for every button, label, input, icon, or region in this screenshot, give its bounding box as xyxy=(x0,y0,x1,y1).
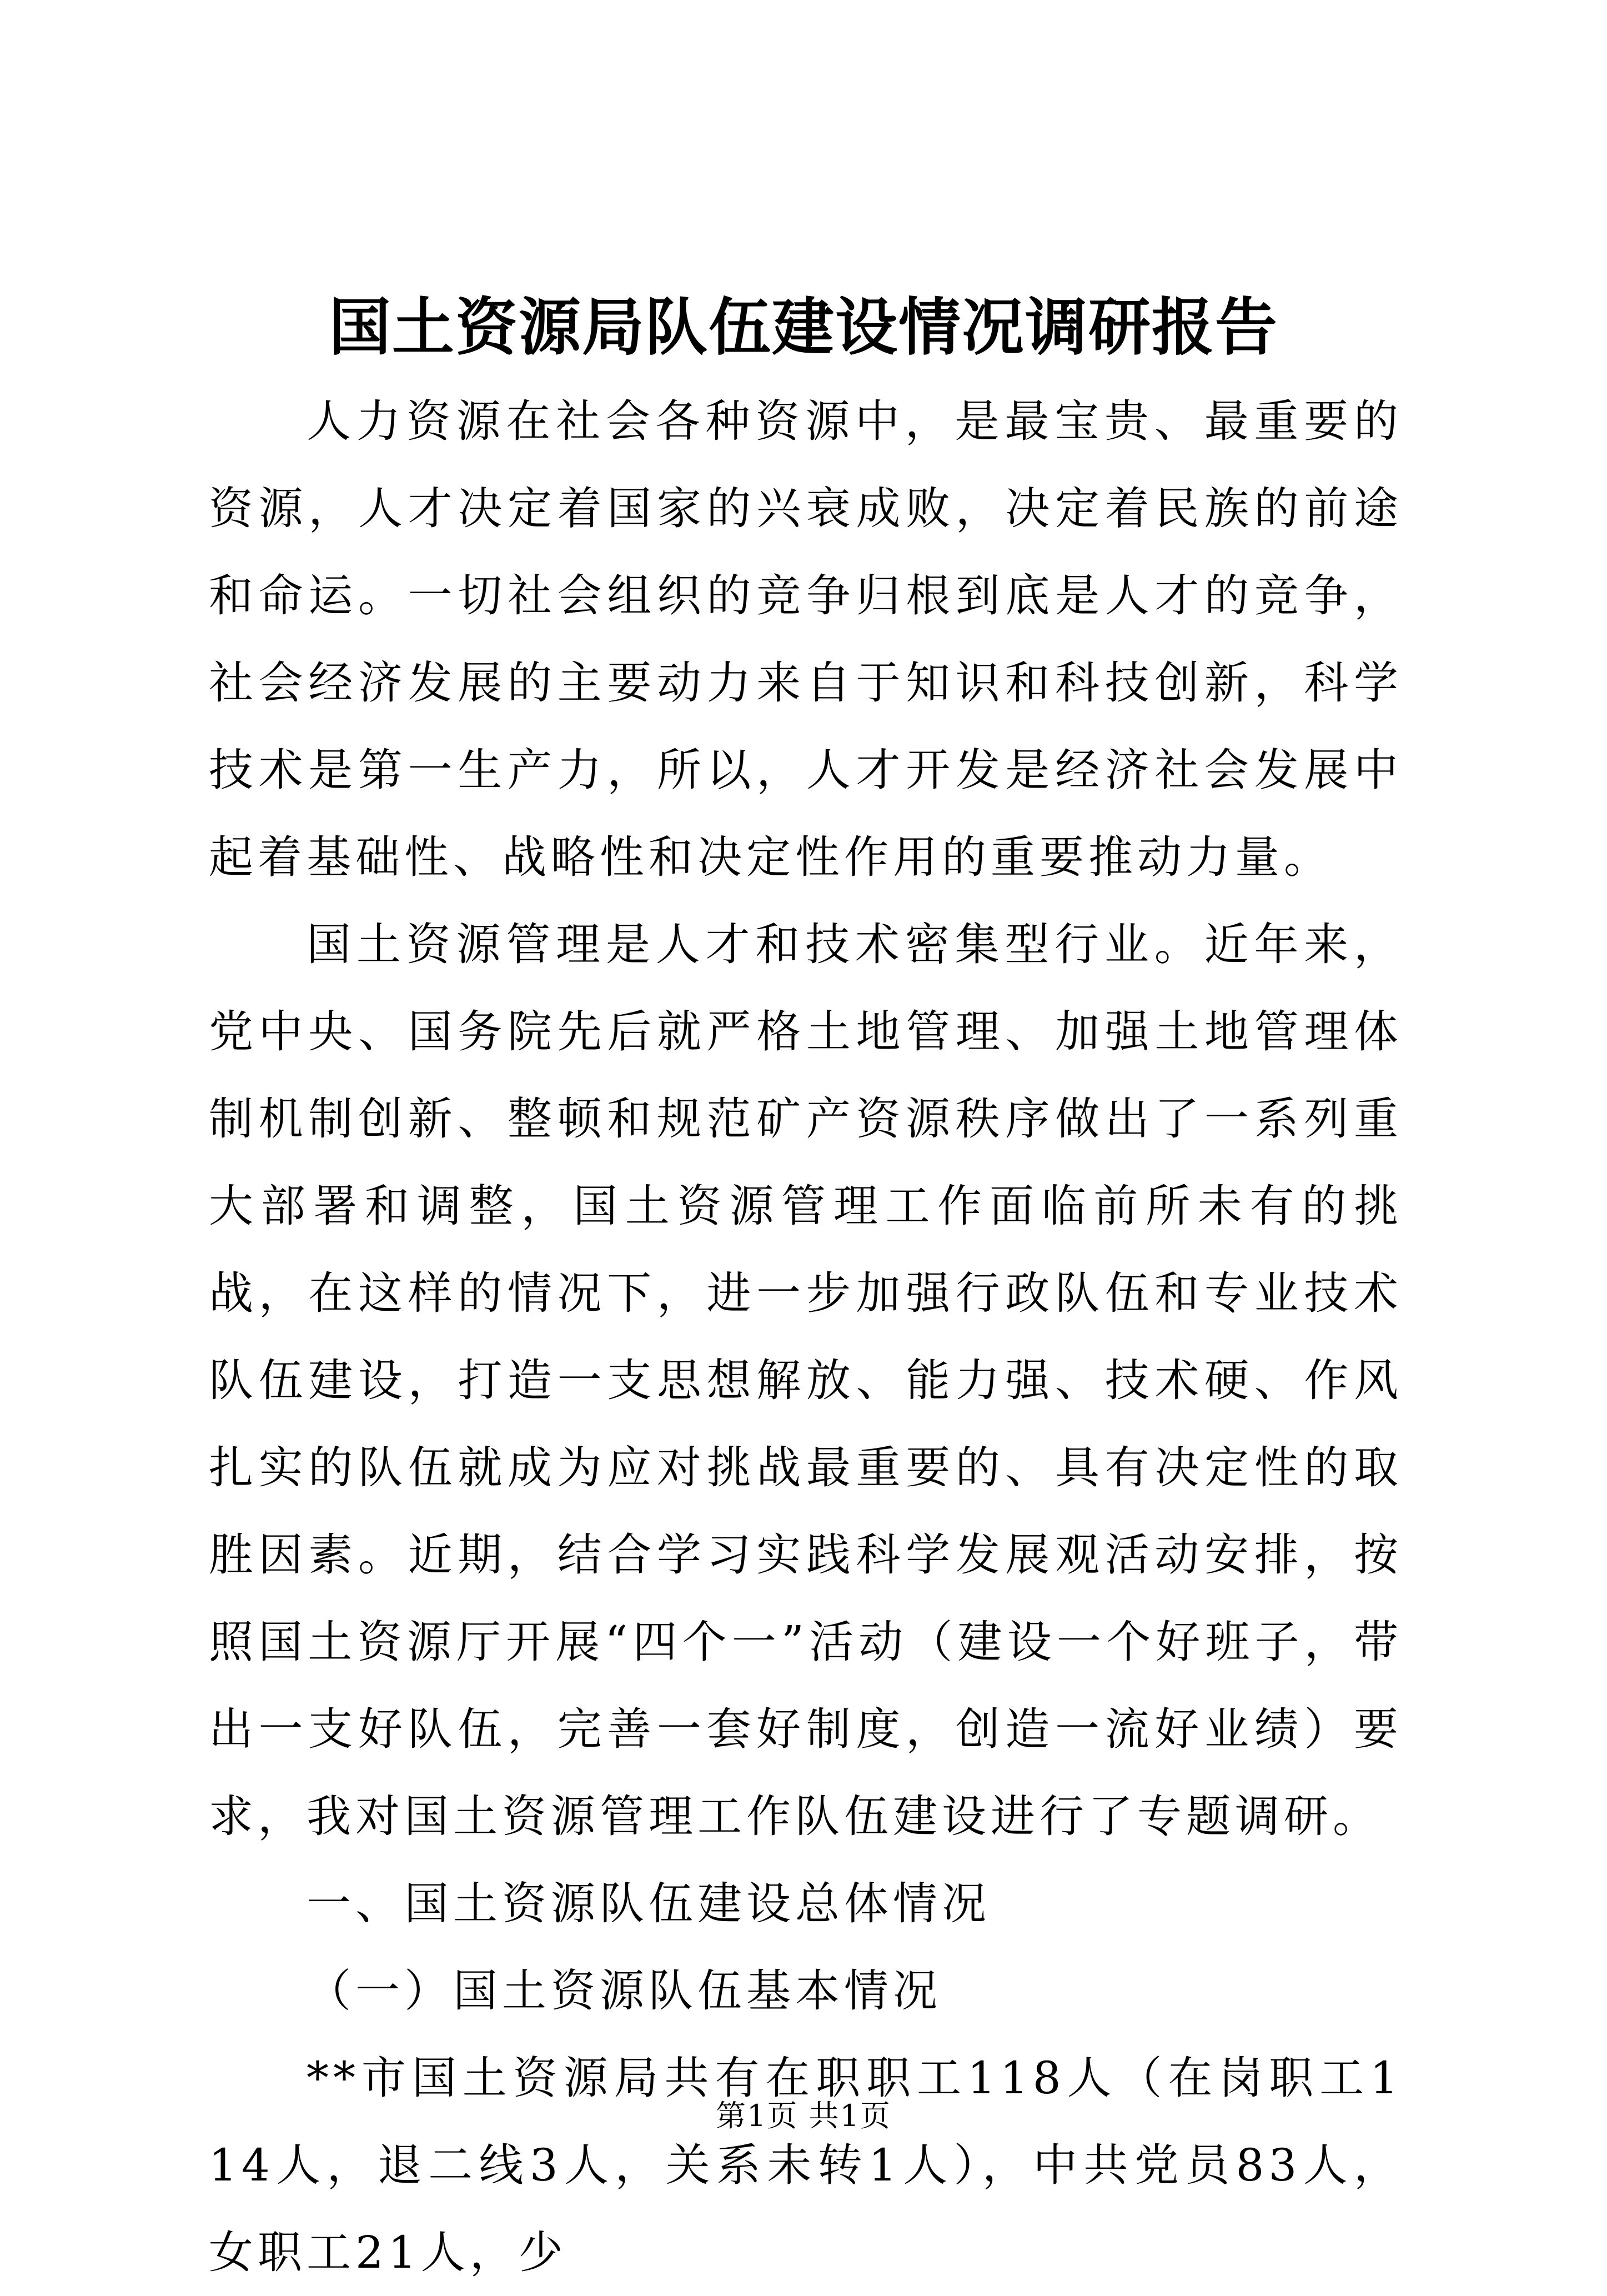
paragraph-staff-stats: **市国土资源局共有在职职工118人（在岗职工114人，退二线3人，关系未转1人），中共党员83人，女职工21人，少 xyxy=(209,2052,1403,2278)
page-footer: 第1页 共1页 xyxy=(716,2098,891,2133)
document-body xyxy=(209,378,1403,2296)
document-title: 国土资源局队伍建设情况调研报告 xyxy=(329,291,1278,364)
paragraph-background: 国土资源管理是人才和技术密集型行业。近年来，党中央、国务院先后就严格土地管理、加强土地管理体制机制创新、整顿和规范矿产资源秩序做出了一系列重大部署和调整，国土资源管理工作面临前所未有的挑战，在这样的情况下，进一步加强行政队伍和专业技术队伍建设，打造一支思想解放、能力强、技术硬、作风扎实的队伍就成为应对挑战最重要的、具有决定性的取胜因素。近期，结合学习实践科学发展观活动安排，按照国土资源厅开展“四个一”活动（建设一个好班子，带出一支好队伍，完善一套好制度，创造一流好业绩）要求，我对国土资源管理工作队伍建设进行了专题调研。 xyxy=(209,919,1403,1842)
paragraph-intro: 人力资源在社会各种资源中，是最宝贵、最重要的资源，人才决定着国家的兴衰成败，决定着民族的前途和命运。一切社会组织的竞争归根到底是人才的竞争，社会经济发展的主要动力来自于知识和科技创新，科学技术是第一生产力，所以，人才开发是经济社会发展中起着基础性、战略性和决定性作用的重要推动力量。 xyxy=(209,395,1403,883)
section-heading: 一、国土资源队伍建设总体情况 xyxy=(307,1878,991,1929)
subsection-heading: （一）国土资源队伍基本情况 xyxy=(307,1965,942,2017)
